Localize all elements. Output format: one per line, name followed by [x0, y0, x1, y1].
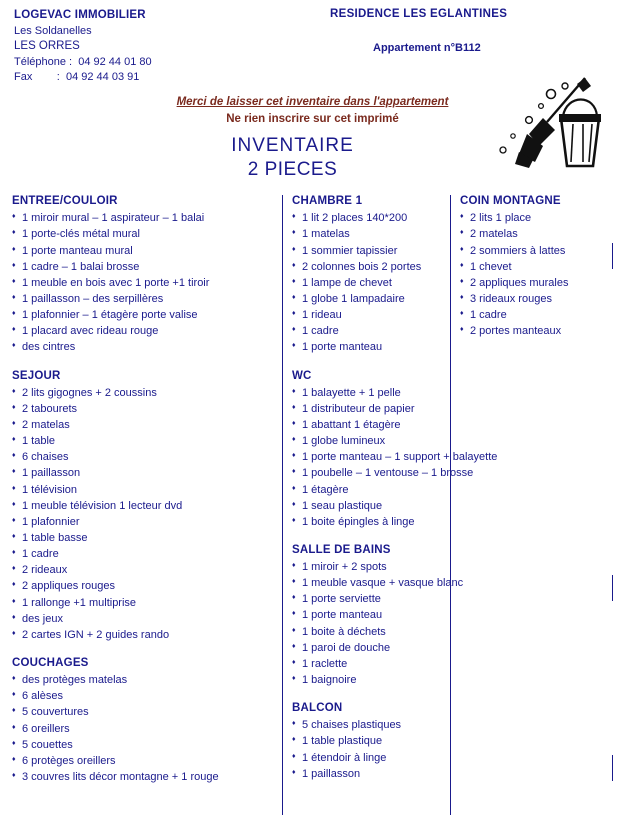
agency-info	[14, 8, 152, 85]
list-item: ♦ 2 rideaux	[12, 562, 274, 578]
section-title: COIN MONTAGNE	[460, 195, 561, 208]
section-title: SEJOUR	[12, 369, 61, 382]
list-item: ♦ 1 cadre	[292, 323, 450, 339]
list-item: ♦ 1 meuble télévision 1 lecteur dvd	[12, 498, 274, 514]
list-item: ♦ 5 chaises plastiques	[292, 717, 450, 733]
list-item: ♦ 1 sommier tapissier	[292, 243, 450, 259]
title-line-1: INVENTAIRE	[231, 135, 354, 157]
list-item: ♦ 2 cartes IGN + 2 guides rando	[12, 627, 274, 643]
list-item: ♦ 1 meuble vasque + vasque blanc	[292, 575, 450, 591]
list-item: ♦ 1 paroi de douche	[292, 640, 450, 656]
page-edge-mark	[612, 243, 613, 269]
list-item: ♦ 1 porte manteau	[292, 339, 450, 355]
list-item: ♦ 5 couvertures	[12, 704, 274, 720]
section-item-list	[292, 717, 450, 782]
list-item: ♦ 1 rallonge +1 multiprise	[12, 595, 274, 611]
list-item: ♦ 3 couvres lits décor montagne + 1 rouge	[12, 769, 274, 785]
list-item: ♦ 1 plafonnier	[12, 514, 274, 530]
list-item: ♦ 1 table plastique	[292, 733, 450, 749]
section-sejour	[12, 370, 274, 644]
section-entree-couloir	[12, 195, 274, 355]
list-item: ♦ 1 meuble en bois avec 1 porte +1 tiroir	[12, 275, 274, 291]
list-item: ♦ 1 globe lumineux	[292, 433, 450, 449]
list-item: ♦ 1 rideau	[292, 307, 450, 323]
list-item: ♦ 1 abattant 1 étagère	[292, 417, 450, 433]
section-item-list	[12, 672, 274, 785]
cleaning-bucket-broom-icon	[489, 76, 607, 171]
section-title: COUCHAGES	[12, 657, 89, 670]
list-item: ♦ 1 étagère	[292, 482, 450, 498]
section-chambre-1	[292, 195, 450, 355]
list-item: ♦ 1 chevet	[460, 259, 615, 275]
list-item: ♦ 1 miroir mural – 1 aspirateur – 1 balai	[12, 210, 274, 226]
column-left	[10, 195, 282, 799]
agency-name: LOGEVAC IMMOBILIER	[14, 9, 146, 21]
list-item: ♦ 6 chaises	[12, 449, 274, 465]
list-item: ♦ 1 miroir + 2 spots	[292, 559, 450, 575]
list-item: ♦ 1 porte manteau mural	[12, 243, 274, 259]
list-item: ♦ 1 cadre – 1 balai brosse	[12, 259, 274, 275]
list-item: ♦ 1 porte serviette	[292, 591, 450, 607]
list-item: ♦ 2 matelas	[460, 226, 615, 242]
list-item: ♦ 2 matelas	[12, 417, 274, 433]
section-balcon	[292, 702, 450, 782]
list-item: ♦ des jeux	[12, 611, 274, 627]
notice-line-2: Ne rien inscrire sur cet imprimé	[226, 113, 399, 126]
list-item: ♦ 3 rideaux rouges	[460, 291, 615, 307]
list-item: ♦ 1 balayette + 1 pelle	[292, 385, 450, 401]
list-item: ♦ 1 lampe de chevet	[292, 275, 450, 291]
list-item: ♦ 2 lits gigognes + 2 coussins	[12, 385, 274, 401]
list-item: ♦ 6 protèges oreillers	[12, 753, 274, 769]
section-title: ENTREE/COULOIR	[12, 195, 118, 208]
section-item-list	[12, 385, 274, 644]
section-wc	[292, 369, 498, 530]
list-item: ♦ 6 oreillers	[12, 721, 274, 737]
apartment-number: Appartement n°B112	[373, 42, 481, 54]
list-item: ♦ 1 lit 2 places 140*200	[292, 210, 450, 226]
list-item: ♦ 1 cadre	[12, 546, 274, 562]
residence-name: RESIDENCE LES EGLANTINES	[330, 8, 508, 20]
column-right	[450, 195, 615, 799]
list-item: ♦ 1 seau plastique	[292, 498, 450, 514]
agency-phone: Téléphone : 04 92 44 01 80	[14, 55, 152, 68]
list-item: ♦ 1 baignoire	[292, 672, 450, 688]
list-item: ♦ 2 sommiers à lattes	[460, 243, 615, 259]
list-item: ♦ 1 plafonnier – 1 étagère porte valise	[12, 307, 274, 323]
list-item: ♦ 1 boite épingles à linge	[292, 514, 450, 530]
section-coin-montagne	[460, 195, 615, 339]
list-item: ♦ 1 table	[12, 433, 274, 449]
list-item: ♦ 2 colonnes bois 2 portes	[292, 259, 450, 275]
agency-fax: Fax : 04 92 44 03 91	[14, 71, 140, 84]
section-item-list	[12, 210, 274, 355]
list-item: ♦ 1 globe 1 lampadaire	[292, 291, 450, 307]
section-item-list	[292, 385, 498, 530]
list-item: ♦ 1 table basse	[12, 530, 274, 546]
list-item: ♦ 2 appliques rouges	[12, 578, 274, 594]
section-item-list	[460, 210, 615, 339]
agency-address-line2: LES ORRES	[14, 40, 80, 53]
list-item: ♦ 2 portes manteaux	[460, 323, 615, 339]
section-salle-de-bains	[292, 544, 464, 688]
list-item: ♦ 1 distributeur de papier	[292, 401, 450, 417]
page-edge-mark	[612, 755, 613, 781]
list-item: ♦ 1 paillasson – des serpillères	[12, 291, 274, 307]
section-couchages	[12, 657, 274, 785]
agency-address-line1: Les Soldanelles	[14, 24, 92, 37]
list-item: ♦ 1 paillasson	[292, 766, 450, 782]
page-edge-mark	[612, 575, 613, 601]
list-item: ♦ 1 poubelle – 1 ventouse – 1 brosse	[292, 465, 450, 481]
list-item: ♦ 2 appliques murales	[460, 275, 615, 291]
list-item: ♦ 5 couettes	[12, 737, 274, 753]
list-item: ♦ 2 tabourets	[12, 401, 274, 417]
list-item: ♦ 1 porte-clés métal mural	[12, 226, 274, 242]
list-item: ♦ 1 télévision	[12, 482, 274, 498]
section-title: SALLE DE BAINS	[292, 544, 391, 556]
list-item: ♦ 1 raclette	[292, 656, 450, 672]
title-line-2: 2 PIECES	[247, 159, 338, 181]
notice-line-1: Merci de laisser cet inventaire dans l'appartement	[176, 96, 449, 108]
list-item: ♦ 1 boite à déchets	[292, 624, 450, 640]
section-title: BALCON	[292, 702, 343, 715]
list-item: ♦ 1 matelas	[292, 226, 450, 242]
list-item: ♦ 1 étendoir à linge	[292, 750, 450, 766]
list-item: ♦ des cintres	[12, 339, 274, 355]
section-item-list	[292, 210, 450, 355]
list-item: ♦ 2 lits 1 place	[460, 210, 615, 226]
list-item: ♦ 1 porte manteau	[292, 607, 450, 623]
list-item: ♦ 1 porte manteau – 1 support + balayette	[292, 449, 450, 465]
list-item: ♦ 1 cadre	[460, 307, 615, 323]
inventory-columns	[10, 195, 615, 799]
list-item: ♦ 1 placard avec rideau rouge	[12, 323, 274, 339]
section-item-list	[292, 559, 464, 688]
section-title: WC	[292, 369, 312, 382]
list-item: ♦ des protèges matelas	[12, 672, 274, 688]
section-title: CHAMBRE 1	[292, 195, 363, 208]
list-item: ♦ 1 paillasson	[12, 465, 274, 481]
list-item: ♦ 6 alèses	[12, 688, 274, 704]
